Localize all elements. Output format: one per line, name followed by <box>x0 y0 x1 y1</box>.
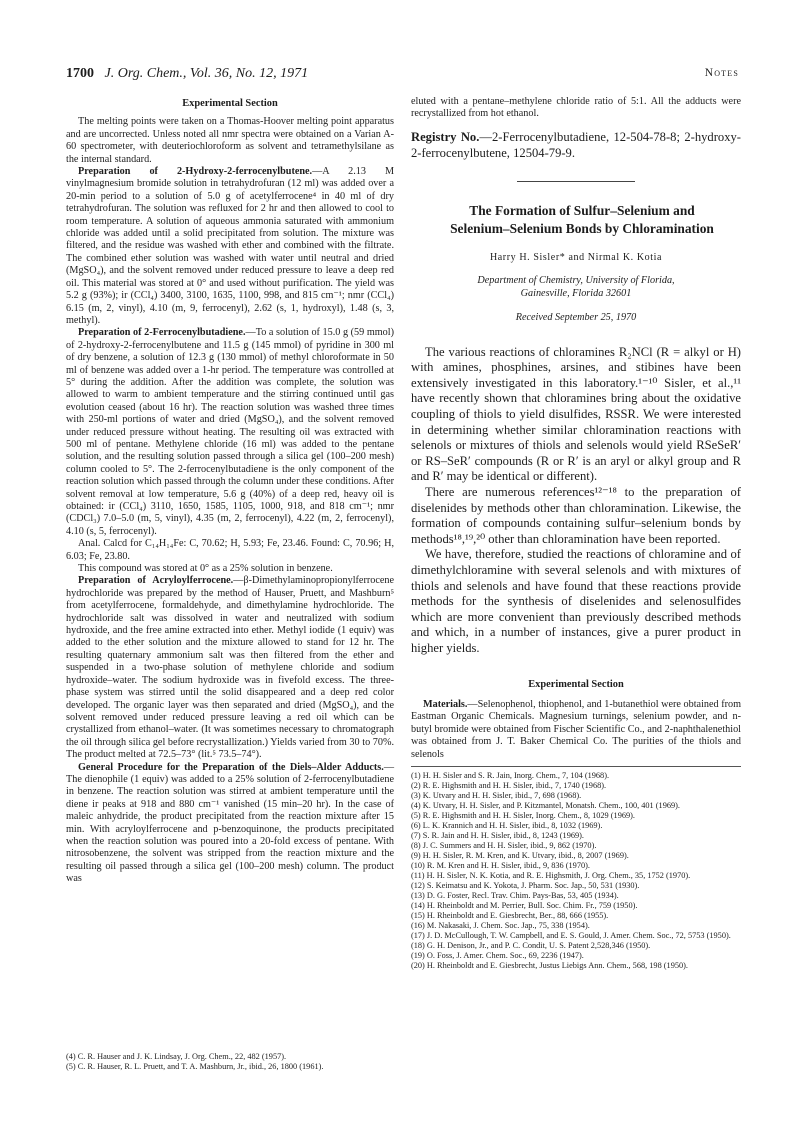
paragraph: Materials.—Selenophenol, thiophenol, and 1-butanethiol were obtained from Eastman Organic Chemicals. Magnesium turnings, selenium powder, and n-butyl bromide were obtained from Fischer Scientific Co., and 2-naphthalenethiol was obtained from J. T. Baker Chemical Co. The purities of the thiols and selenols <box>411 698 741 760</box>
paragraph: Preparation of 2-Hydroxy-2-ferrocenylbutene.—A 2.13 M vinylmagnesium bromide solution in tetrahydrofuran (12 ml) was added over a 20-min period to a solution of 5.0 g of acetylferrocene⁴ in 40 ml of dry tetrahydrofuran. The solution was refluxed for 2 hr and then allowed to cool to room temperature. A solution of aqueous ammonia saturated with ammonium chloride was added until a solid precipitated from solution. The mixture was filtered, and the residue was washed with ether and combined with the filtrate. The combined ether solution was washed with water until neutral and dried (MgSO₄), and the solvent removed under reduced pressure to leave a deep red oil. This material was stored at 0° and used without purification. The yield was 5.2 g (93%); ir (CCl₄) 3400, 3100, 1635, 1100, 998, and 815 cm⁻¹; nmr (CCl₄) 6.15 (m, 2, vinyl), 4.10 (m, 9, ferrocenyl), 2.62 (s, 1, hydroxyl), 1.48 (s, 3, methyl). <box>66 166 395 326</box>
received-date: Received September 25, 1970 <box>515 312 637 324</box>
footnote: (1) H. H. Sisler and S. R. Jain, Inorg. Chem., 7, 104 (1968). <box>411 770 610 780</box>
paragraph: General Procedure for the Preparation of the Diels–Alder Adducts.—The dienophile (1 equiv) was added to a 25% solution of 2-ferrocenylbutadiene in benzene. The reaction solution was stirred at ambient temperature until the diene ir peaks at 918 and 880 cm⁻¹ vanished (15 min–20 hr). In the case of maleic anhydride, the product precipitated from the reaction mixture after 15 min. With acryloylferrocene and p-benzoquinone, the products precipitated when the reaction solution was poured into a 20-fold excess of pentane. With nitrosobenzene, the solvent was stripped from the reaction mixture and the resulting oil passed through a silica gel (100–200 mesh) column. The product was <box>66 761 394 885</box>
paragraph: The melting points were taken on a Thomas-Hoover melting point apparatus and are uncorrected. Unless noted all nmr spectra were obtained on a Varian A-60 spectrometer, with deuteriochloroform as solvent and tetramethylsilane as the internal standard. <box>66 116 394 165</box>
right-column <box>411 96 741 971</box>
paragraph: The various reactions of chloramines R₂NCl (R = alkyl or H) with amines, phosphines, arsines, and stibines have been extensively investigated in this laboratory.¹⁻¹⁰ Sisler, et al.,¹¹ have recently shown that chloramines bring about the oxidative coupling of thiols to yield disulfides, RSSR. We were interested in determining whether similar chloramination reactions with selenols or mixtures of thiols and selenols would yield RSeSeR′ or RS–SeR′ compounds (R or R′ is an aryl or alkyl group and R and R′ may be identical or different). <box>411 344 741 484</box>
footnote: (9) H. H. Sisler, R. M. Kren, and K. Utvary, ibid., 8, 2007 (1969). <box>411 850 629 860</box>
footnote: (4) K. Utvary, H. H. Sisler, and P. Kitzmantel, Monatsh. Chem., 100, 401 (1969). <box>411 800 680 810</box>
footnote: (5) C. R. Hauser, R. L. Pruett, and T. A. Mashburn, Jr., ibid., 26, 1800 (1961). <box>66 1062 324 1071</box>
footnote: (13) D. G. Foster, Recl. Trav. Chim. Pays-Bas, 53, 405 (1934). <box>411 890 619 900</box>
footnote: (16) M. Nakasaki, J. Chem. Soc. Jap., 75, 338 (1954). <box>411 920 590 930</box>
footnote: (20) H. Rheinboldt and E. Giesbrecht, Justus Liebigs Ann. Chem., 568, 198 (1950). <box>411 960 688 970</box>
page-number: 1700 <box>66 66 94 81</box>
footnote: (6) L. K. Krannich and H. H. Sisler, ibid., 8, 1032 (1969). <box>411 820 603 830</box>
footnote: (19) O. Foss, J. Amer. Chem. Soc., 69, 2236 (1947). <box>411 950 584 960</box>
footnote: (17) J. D. McCullough, T. W. Campbell, and E. S. Gould, J. Amer. Chem. Soc., 72, 5753 (1950). <box>411 930 731 940</box>
paragraph: Anal. Calcd for C₁₄H₁₄Fe: C, 70.62; H, 5.93; Fe, 23.46. Found: C, 70.96; H, 6.03; Fe, 23.80. <box>66 538 394 562</box>
left-column <box>66 96 394 886</box>
footnote: (8) J. C. Summers and H. H. Sisler, ibid., 9, 862 (1970). <box>411 840 597 850</box>
experimental-heading-left: Experimental Section <box>182 98 278 109</box>
running-header <box>66 66 739 86</box>
footnotes-left <box>66 1052 394 1072</box>
paragraph: We have, therefore, studied the reactions of chloramine and of dimethylchloramine with several selenols and with mixtures of thiols and selenols and have found that these reactions provide methods for the synthesis of diselenides and selenosulfides which are more convenient than previously described methods and which, in a number of instances, give a purer product in higher yields. <box>411 547 741 655</box>
registry-numbers: Registry No.—2-Ferrocenylbutadiene, 12-504-78-8; 2-hydroxy-2-ferrocenylbutene, 12504-79-9. <box>411 129 741 160</box>
section-label: Notes <box>704 67 739 79</box>
paragraph: This compound was stored at 0° as a 25% solution in benzene. <box>78 563 333 575</box>
article-divider <box>517 181 635 182</box>
article-body <box>411 345 741 657</box>
article-title-line1: The Formation of Sulfur–Selenium and <box>469 202 695 218</box>
experimental-heading-right: Experimental Section <box>528 678 624 690</box>
paragraph: There are numerous references¹²⁻¹⁸ to the preparation of diselenides by methods other than chloramination. Likewise, the formation of compounds containing sulfur–selenium bonds by methods¹⁸,¹⁹,²⁰ other than chloramination have been reported. <box>411 484 741 546</box>
journal-citation: J. Org. Chem., Vol. 36, No. 12, 1971 <box>104 66 309 81</box>
affiliation-line2: Gainesville, Florida 32601 <box>520 288 632 300</box>
footnote: (11) H. H. Sisler, N. K. Kotia, and R. E. Highsmith, J. Org. Chem., 35, 1752 (1970). <box>411 870 691 880</box>
paragraph: Preparation of 2-Ferrocenylbutadiene.—To a solution of 15.0 g (59 mmol) of 2-hydroxy-2-ferrocenylbutene and 11.5 g (145 mmol) of pyridine in 300 ml of dry benzene, a solution of 12.3 g (130 mmol) of methyl chloroformate in 50 ml of benzene was added over a 1-hr period. The temperature was controlled at 5° during the addition. After the addition was complete, the solution was allowed to warm to ambient temperature and the stirring continued until gas evolution ceased (about 16 hr). The reaction solution was washed three times with 250-ml portions of water and dried (MgSO₄), and the solvent removed under reduced pressure without heating. The resulting oil was extracted with 500 ml of pentane. Methylene chloride (16 ml) was added to the pentane solution, and the resulting solution passed through a silica gel (100–200 mesh) column cooled to 5°. The 2-ferrocenylbutadiene is the only component of the reaction solution which passed through the column under these conditions. After solvent removal at low temperature, 5.6 g (40%) of a deep red, heavy oil is obtained: ir (CCl₄) 3110, 1650, 1585, 1105, 1000, 918, and 818 cm⁻¹; nmr (CDCl₃) 7.0–5.0 (m, 5, vinyl), 4.35 (m, 2, ferrocenyl), 4.22 (m, 2, ferrocenyl), 4.10 (s, 5, ferrocenyl). <box>66 327 394 537</box>
affiliation-line1: Department of Chemistry, University of Florida, <box>477 275 675 287</box>
footnote: (10) R. M. Kren and H. H. Sisler, ibid., 9, 836 (1970). <box>411 860 590 870</box>
continuation-text: eluted with a pentane–methylene chloride ratio of 5:1. All the adducts were recrystallized from hot ethanol. <box>411 96 741 120</box>
footnote: (7) S. R. Jain and H. H. Sisler, ibid., 8, 1243 (1969). <box>411 830 584 840</box>
footnote: (3) K. Utvary and H. H. Sisler, ibid., 7, 698 (1968). <box>411 790 582 800</box>
article-authors: Harry H. Sisler* and Nirmal K. Kotia <box>489 251 663 263</box>
footnote: (4) C. R. Hauser and J. K. Lindsay, J. Org. Chem., 22, 482 (1957). <box>66 1052 287 1061</box>
article-title-line2: Selenium–Selenium Bonds by Chloramination <box>450 220 714 236</box>
footnote: (5) R. E. Highsmith and H. H. Sisler, Inorg. Chem., 8, 1029 (1969). <box>411 810 635 820</box>
footnote: (2) R. E. Highsmith and H. H. Sisler, ibid., 7, 1740 (1968). <box>411 780 607 790</box>
footnote: (15) H. Rheinboldt and E. Giesbrecht, Ber., 88, 666 (1955). <box>411 910 609 920</box>
footnote: (14) H. Rheinboldt and M. Perrier, Bull. Soc. Chim. Fr., 759 (1950). <box>411 900 638 910</box>
footnote: (12) S. Keimatsu and K. Yokota, J. Pharm. Soc. Jap., 50, 531 (1930). <box>411 880 640 890</box>
paragraph: Preparation of Acryloylferrocene.—β-Dimethylaminopropionylferrocene hydrochloride was prepared by the method of Hauser, Pruett, and Mashburn⁵ from acetylferrocene, formaldehyde, and dimethylamine hydrochloride. The hydrochloride salt was dissolved in water and neutralized with sodium hydroxide, and the free amine extracted into ether. Methyl iodide (1 equiv) was added to the ether solution and the mixture allowed to stand for 12 hr. The resulting quaternary ammonium salt was then filtered from the ether and suspended in a two-phase solution of methylene chloride and sodium hydroxide–water. The sodium hydroxide was in fivefold excess. The three-phase system was stirred until the solid disappeared and a deep red color developed. The organic layer was then separated and dried (MgSO₄), and the solvent removed under reduced pressure leaving a red oil which can be crystallized from ethanol–water. (It was sometimes necessary to chromatograph the oil through silica gel before recrystallization.) Yields varied from 30 to 70%. The product melted at 72.5–73° (lit.⁵ 73.5–74°). <box>66 575 394 761</box>
header-left <box>66 66 308 82</box>
footnote: (18) G. H. Denison, Jr., and P. C. Condit, U. S. Patent 2,528,346 (1950). <box>411 940 651 950</box>
footnotes-right <box>411 766 741 971</box>
